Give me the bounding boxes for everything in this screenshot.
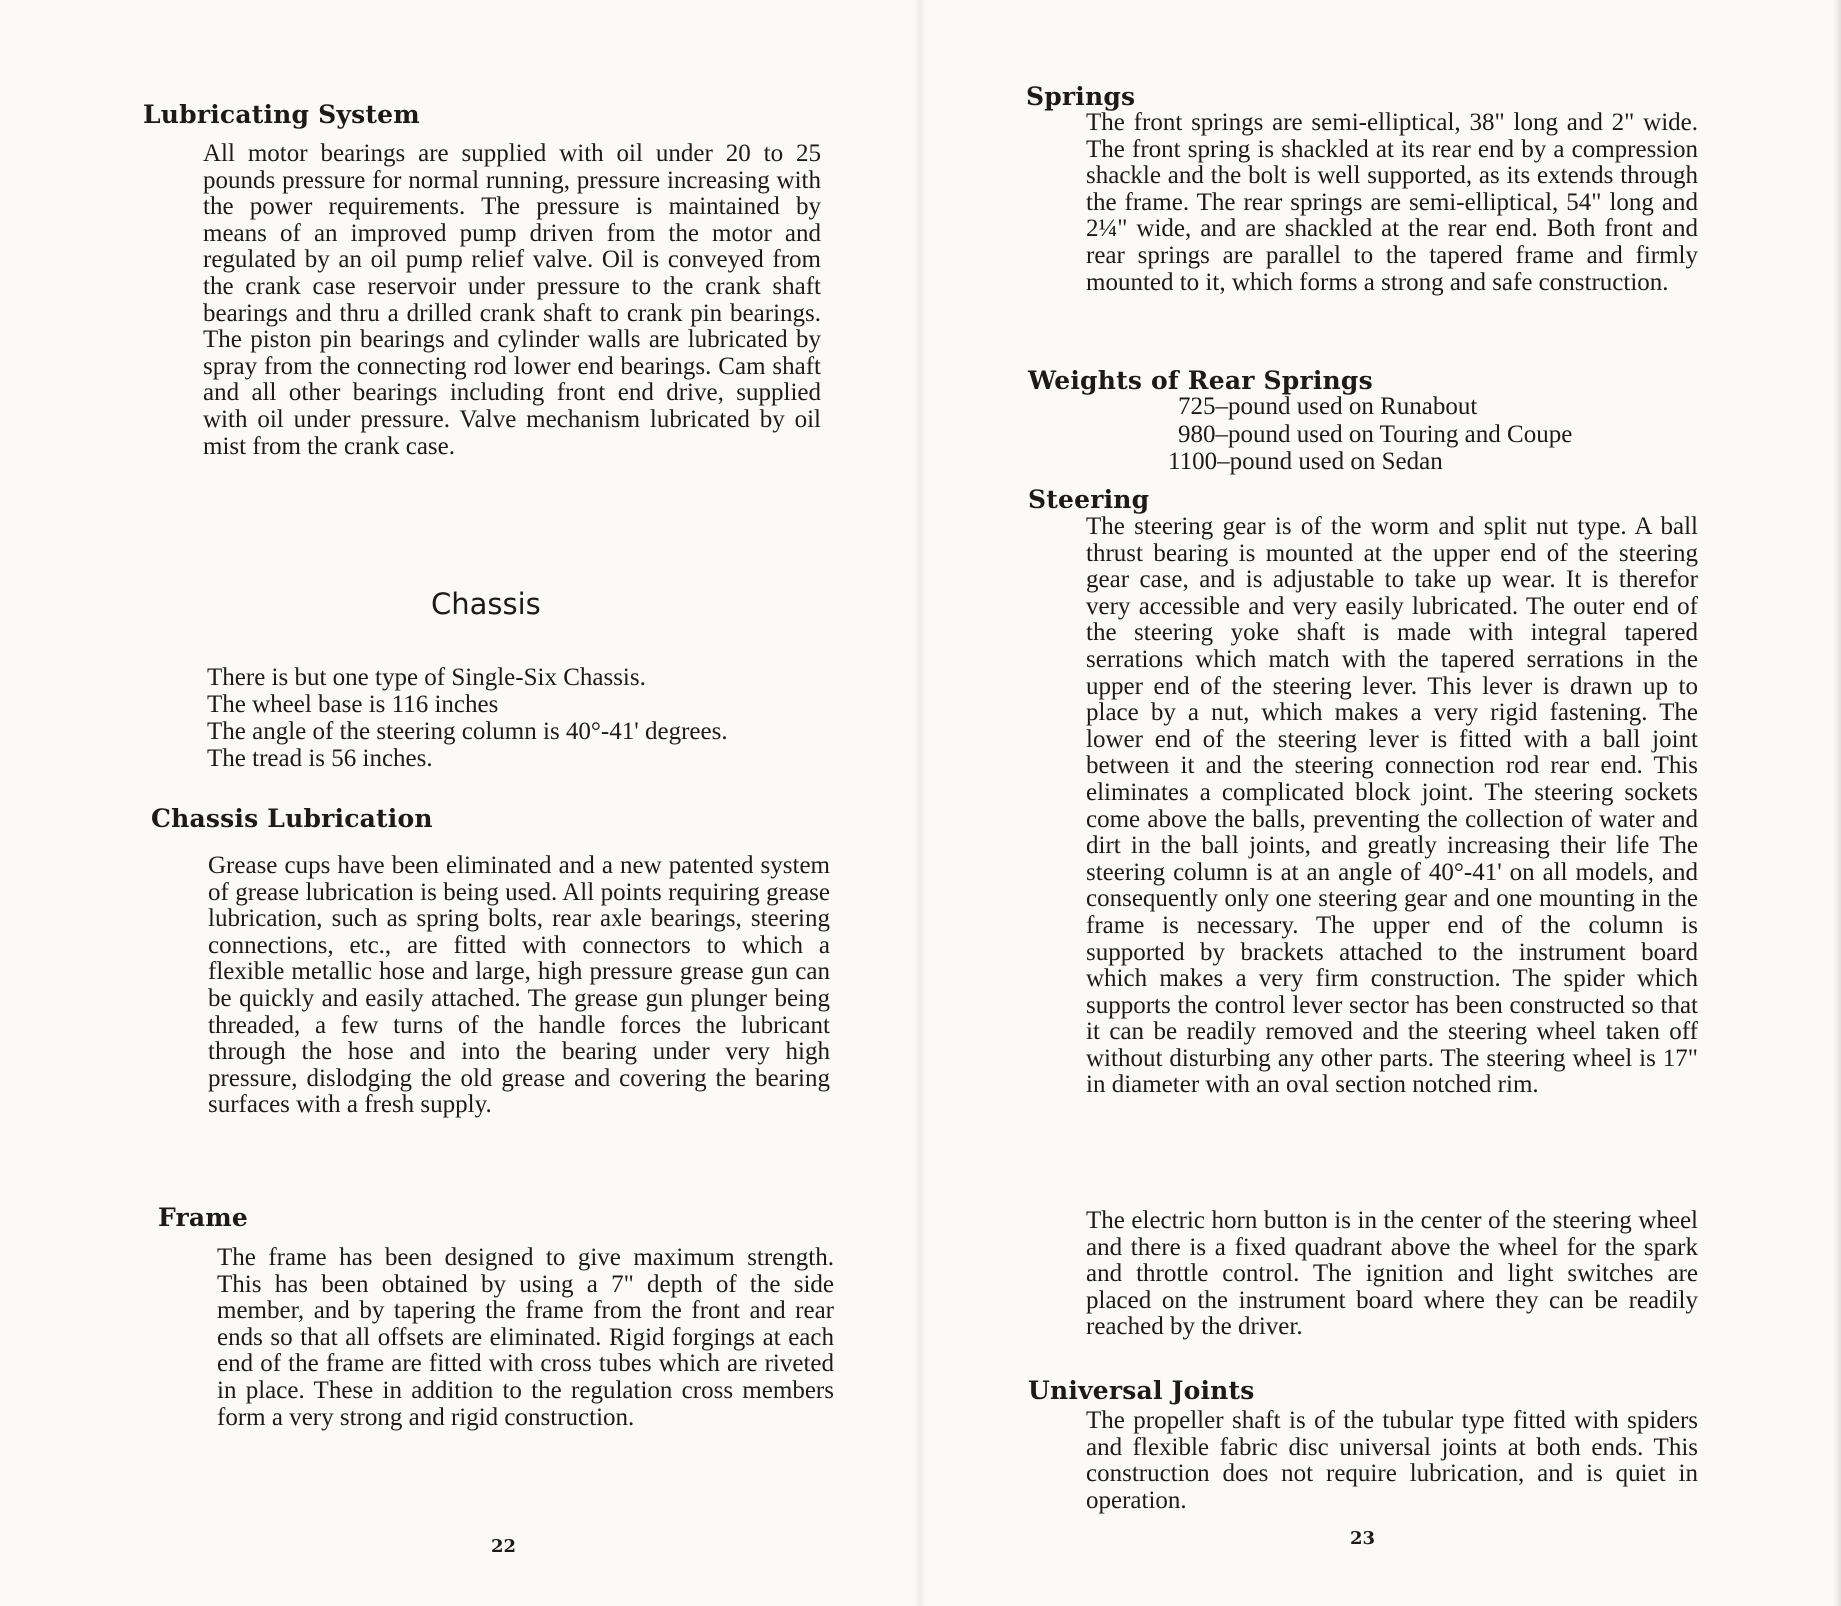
chassis-spec-line: There is but one type of Single-Six Chassis. (207, 664, 646, 691)
spring-weight-item: 1100–pound used on Sedan (1168, 448, 1443, 475)
steering-text: The steering gear is of the worm and split nut type. A ball thrust bearing is mounted at the upper end of the steering gear case, and is adjustable to take up wear. It is therefor very accessible and very easily lubricated. The outer end of the steering yoke shaft is made with integral tapered serrations which match with the tapered serrations in the upper end of the steering lever. This lever is drawn up to place by a nut, which makes a very rigid fastening. The lower end of the steering lever is fitted with a ball joint between it and the steering connection rod rear end. This eliminates a complicated block joint. The steering sockets come above the balls, preventing the collection of water and dirt in the ball joints, and greatly increasing their life The steering column is at an angle of 40°-41' on all models, and consequently only one steering gear and one mounting in the frame is necessary. The upper end of the column is supported by brackets attached to the instrument board which makes a very firm construction. The spider which supports the control lever sector has been constructed so that it can be readily removed and the steering wheel taken off without disturbing any other parts. The steering wheel is 17" in diameter with an oval section notched rim. (1086, 513, 1698, 1099)
chassis-lubrication-text: Grease cups have been eliminated and a new patented system of grease lubrication is being used. All points requiring grease lubrication, such as spring bolts, rear axle bearings, steering connections, etc., are fitted with connectors to which a flexible metallic hose and large, high pressure grease gun can be quickly and easily attached. The grease gun plunger being threaded, a few turns of the handle forces the lubricant through the hose and into the bearing under very high pressure, dislodging the old grease and covering the bearing surfaces with a fresh supply. (208, 852, 830, 1119)
chassis-specs (207, 664, 728, 772)
universal-joints-text: The propeller shaft is of the tubular type fitted with spiders and flexible fabric disc universal joints at both ends. This construction does not require lubrication, and is quiet in operation. (1086, 1407, 1698, 1514)
springs-text: The front springs are semi-elliptical, 38" long and 2" wide. The front spring is shackled at its rear end by a compression shackle and the bolt is well supported, as its extends through the frame. The rear springs are semi-elliptical, 54" long and 2¼" wide, and are shackled at the rear end. Both front and rear springs are parallel to the tapered frame and firmly mounted to it, which forms a strong and safe construction. (1086, 109, 1698, 296)
left-page (0, 0, 920, 1606)
springs-heading: Springs (1026, 82, 1136, 111)
horn-button-text: The electric horn button is in the center of the steering wheel and there is a fixed quadrant above the wheel for the spark and throttle control. The ignition and light switches are placed on the instrument board where they can be readily reached by the driver. (1086, 1207, 1698, 1341)
chassis-lubrication-heading: Chassis Lubrication (151, 804, 433, 833)
right-page (920, 0, 1841, 1606)
universal-joints-heading: Universal Joints (1028, 1376, 1255, 1405)
spring-weight-item: 980–pound used on Touring and Coupe (1178, 420, 1573, 448)
chassis-spec-line: The angle of the steering column is 40°-41' degrees. (207, 718, 728, 745)
spring-weight-item: 725–pound used on Runabout (1178, 393, 1478, 420)
steering-heading: Steering (1028, 485, 1150, 514)
chassis-spec-line: The tread is 56 inches. (207, 745, 433, 772)
chassis-heading: Chassis (431, 587, 541, 621)
frame-text: The frame has been designed to give maximum strength. This has been obtained by using a 7" depth of the side member, and by tapering the frame from the front and rear ends so that all offsets are eliminated. Rigid forgings at each end of the frame are fitted with cross tubes which are riveted in place. These in addition to the regulation cross members form a very strong and rigid construction. (217, 1244, 834, 1431)
rear-spring-weights-list (1168, 393, 1572, 476)
chassis-spec-line: The wheel base is 116 inches (207, 691, 499, 718)
lubricating-system-heading: Lubricating System (143, 100, 420, 129)
page-edge-shadow (1833, 0, 1841, 1606)
page-number-left: 22 (491, 1536, 517, 1557)
frame-heading: Frame (158, 1203, 249, 1232)
page-number-right: 23 (1350, 1528, 1376, 1549)
weights-of-rear-springs-heading: Weights of Rear Springs (1028, 366, 1373, 395)
book-gutter (914, 0, 926, 1606)
lubricating-system-text: All motor bearings are supplied with oil under 20 to 25 pounds pressure for normal running, pressure increasing with the power requirements. The pressure is maintained by means of an improved pump driven from the motor and regulated by an oil pump relief valve. Oil is conveyed from the crank case reservoir under pressure to the crank shaft bearings and thru a drilled crank shaft to crank pin bearings. The piston pin bearings and cylinder walls are lubricated by spray from the connecting rod lower end bearings. Cam shaft and all other bearings including front end drive, supplied with oil under pressure. Valve mechanism lubricated by oil mist from the crank case. (203, 140, 821, 460)
